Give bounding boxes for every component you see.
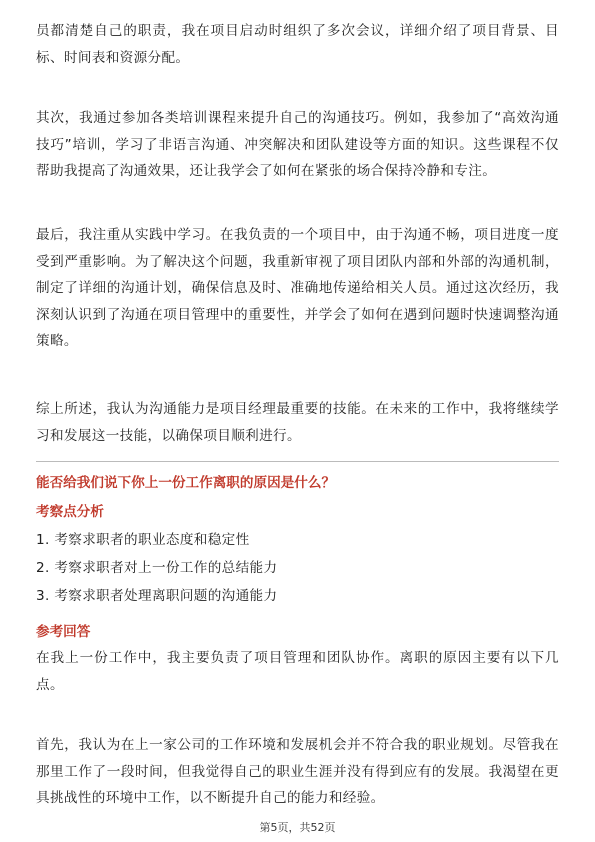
analysis-item: 3. 考察求职者处理离职问题的沟通能力 — [36, 588, 278, 604]
page-number-footer: 第5页，共52页 — [259, 821, 336, 834]
paragraph-practice: 最后，我注重从实践中学习。在我负责的一个项目中，由于沟通不畅，项目进度一度受到严重影响。为了解决这个问题，我重新审视了项目团队内部和外部的沟通机制，制定了详细的沟通计划，确保信息及时、准确地传递给相关人员。通过这次经历，我深刻认识到了沟通在项目管理中的重要性，并学会了如何在遇到问题时快速调整沟通策略。 — [36, 227, 559, 349]
paragraph-intro-continued: 员都清楚自己的职责，我在项目启动时组织了多次会议，详细介绍了项目背景、目标、时间表和资源分配。 — [36, 23, 559, 66]
analysis-heading: 考察点分析 — [36, 504, 104, 520]
answer-heading: 参考回答 — [36, 624, 91, 640]
answer-paragraph: 在我上一份工作中，我主要负责了项目管理和团队协作。离职的原因主要有以下几点。 — [36, 650, 559, 693]
answer-paragraph: 首先，我认为在上一家公司的工作环境和发展机会并不符合我的职业规划。尽管我在那里工作了一段时间，但我觉得自己的职业生涯并没有得到应有的发展。我渴望在更具挑战性的环境中工作，以不断提升自己的能力和经验。 — [36, 737, 559, 806]
paragraph-training: 其次，我通过参加各类培训课程来提升自己的沟通技巧。例如，我参加了“高效沟通技巧”培训，学习了非语言沟通、冲突解决和团队建设等方面的知识。这些课程不仅帮助我提高了沟通效果，还让我学会了如何在紧张的场合保持冷静和专注。 — [36, 110, 559, 179]
section-divider — [36, 461, 559, 462]
interview-question: 能否给我们说下你上一份工作离职的原因是什么？ — [36, 475, 336, 491]
analysis-item: 2. 考察求职者对上一份工作的总结能力 — [36, 560, 278, 576]
analysis-item: 1. 考察求职者的职业态度和稳定性 — [36, 532, 250, 548]
paragraph-conclusion: 综上所述，我认为沟通能力是项目经理最重要的技能。在未来的工作中，我将继续学习和发展这一技能，以确保项目顺利进行。 — [36, 401, 559, 444]
